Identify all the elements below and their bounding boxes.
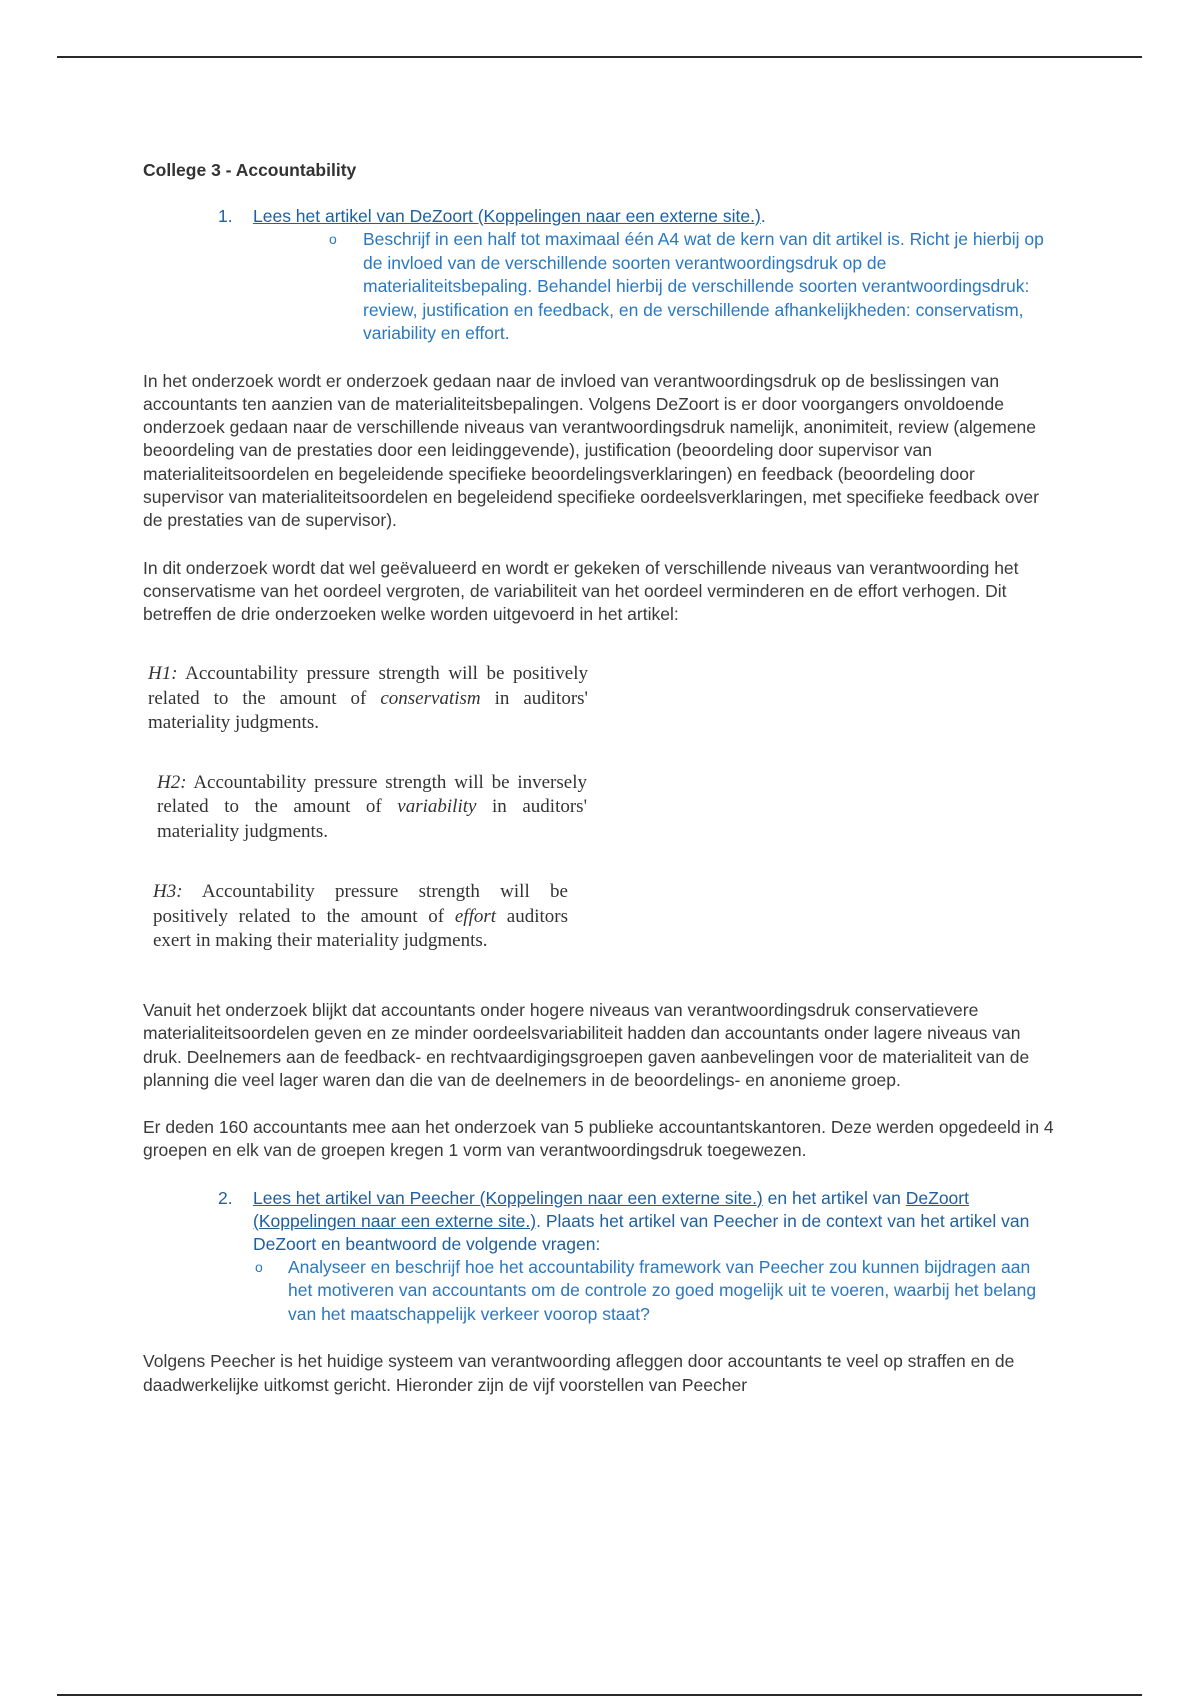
dezoort-article-link[interactable]: Lees het artikel van DeZoort (Koppelingen naar een externe site.) [253, 206, 761, 226]
document-title: College 3 - Accountability [143, 160, 357, 180]
question-2-number: 2. [218, 1187, 233, 1208]
hypothesis-label: H2: [157, 771, 187, 793]
question-1-period: . [760, 206, 766, 226]
paragraph-3: Vanuit het onderzoek blijkt dat accountants onder hogere niveaus van verantwoordingsdruk conservatievere materialiteitsoordelen geven en ze minder oordeelsvariabiliteit hadden dan accountants onder lagere niveaus van druk. Deelnemers aan de feedback- en rechtvaardigingsgroepen gaven aanbevelingen voor de materialiteit van de planning die veel lager waren dan die van de deelnemers in de beoordelings- en anonieme groep. [143, 999, 1030, 1090]
paragraph-1: In het onderzoek wordt er onderzoek gedaan naar de invloed van verantwoordingsdruk op de beslissingen van accountants ten aanzien van de materialiteitsbepalingen. Volgens DeZoort is er door voorgangers onvoldoende onderzoek gedaan naar de verschillende niveaus van verantwoordingsdruk namelijk, anonimiteit, review (algemene beoordeling van de prestaties door een leidinggevende), justification (beoordeling door supervisor van materialiteitsoordelen en begeleidende specifieke beoordelingsverklaringen) en feedback (beoordeling door supervisor van materialiteitsoordelen en begeleidend specifieke oordeelsverklaringen, met specifieke feedback over de prestaties van de supervisor). [143, 370, 1039, 531]
hypothesis-label: H3: [153, 881, 183, 903]
question-2-subitem [143, 1256, 1058, 1327]
question-2: 2. Lees het artikel van Peecher (Koppelingen naar een externe site.) en het artikel van DeZoort (Koppelingen naar een externe site.). Plaats het artikel van Peecher in de context van het artikel van DeZoort en beantwoord de volgende vragen: [218, 1187, 1030, 1254]
paragraph-5: Volgens Peecher is het huidige systeem van verantwoording afleggen door accountants te veel op straffen en de daadwerkelijke uitkomst gericht. Hieronder zijn de vijf voorstellen van Peecher [143, 1351, 1015, 1395]
hypothesis-h3: H3: Accountability pressure strength will be positively related to the amount of effort auditors exert in making their materiality judgments. [153, 881, 568, 952]
question-2-subitem-text: Analyseer en beschrijf hoe het accountability framework van Peecher zou kunnen bijdragen aan het motiveren van accountants om de controle zo goed mogelijk uit te voeren, waarbij het belang van het maatschappelijk verkeer voorop staat? [288, 1256, 1037, 1324]
question-1 [143, 205, 1058, 228]
hypothesis-label: H1: [148, 663, 178, 685]
dezoort-article-link-2[interactable]: DeZoort (Koppelingen naar een externe site.) [253, 1187, 969, 1231]
hypothesis-emphasis: variability [397, 796, 477, 818]
top-rule [57, 56, 1142, 58]
hollow-bullet-icon: o [329, 231, 337, 247]
question-1-number: 1. [218, 206, 233, 226]
hypothesis-h2: H2: Accountability pressure strength will be inversely related to the amount of variability in auditors' materiality judgments. [157, 771, 587, 842]
hypothesis-h1: H1: Accountability pressure strength will be positively related to the amount of conservatism in auditors' materiality judgments. [148, 663, 588, 734]
document-body [143, 160, 1058, 1397]
hypothesis-emphasis: conservatism [380, 687, 481, 709]
paragraph-2: In dit onderzoek wordt dat wel geëvalueerd en wordt er gekeken of verschillende niveaus van verantwoording het conservatisme van het oordeel vergroten, de variabiliteit van het oordeel verminderen en de effort verhogen. Dit betreffen de drie onderzoeken welke worden uitgevoerd in het artikel: [143, 557, 1019, 625]
hypothesis-emphasis: effort [454, 905, 497, 927]
paragraph-4: Er deden 160 accountants mee aan het onderzoek van 5 publieke accountantskantoren. Deze werden opgedeeld in 4 groepen en elk van de groepen kregen 1 vorm van verantwoordingsdruk toegewezen. [143, 1117, 1054, 1161]
hollow-bullet-icon: o [255, 1258, 263, 1275]
bottom-rule [57, 1694, 1142, 1696]
question-1-subitem-text: Beschrijf in een half tot maximaal één A4 wat de kern van dit artikel is. Richt je hierbij op de invloed van de verschillende soorten verantwoordingsdruk op de materialiteitsbepaling. Behandel hierbij de verschillende soorten verantwoordingsdruk: review, justification en feedback, en de verschillende afhankelijkheden: conservatism, variability en effort. [363, 229, 1044, 343]
question-1-subitem [143, 228, 1058, 346]
peecher-article-link[interactable]: Lees het artikel van Peecher (Koppelingen naar een externe site.) [253, 1187, 763, 1208]
